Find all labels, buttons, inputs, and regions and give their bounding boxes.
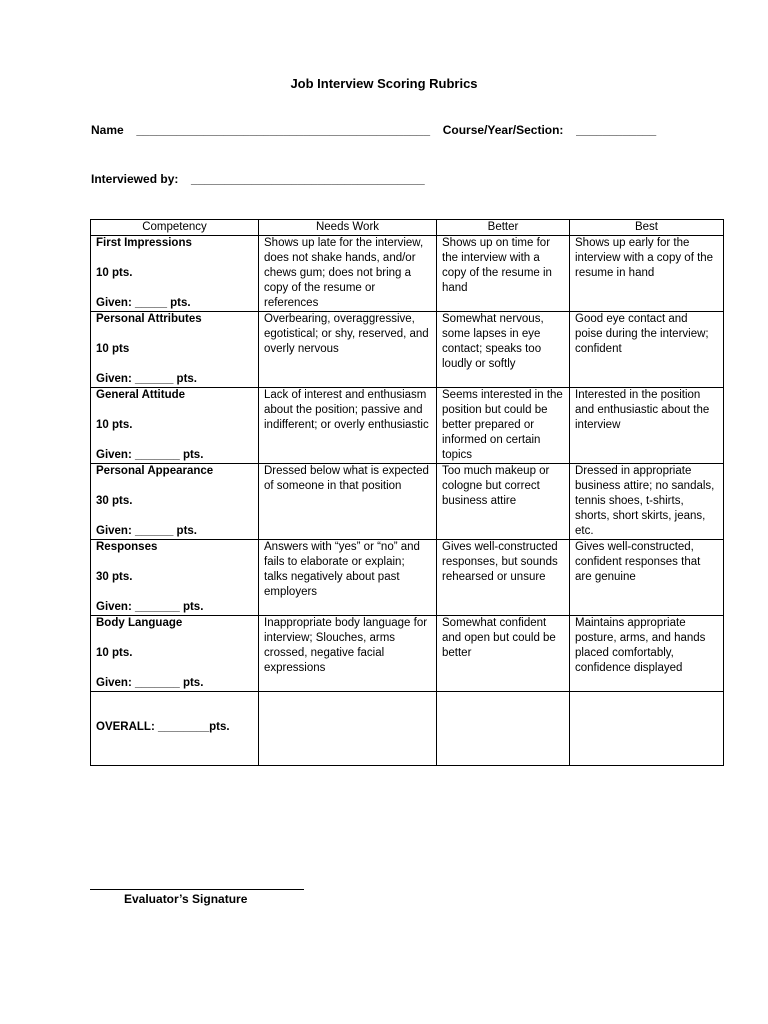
table-header-row [91, 220, 724, 236]
table-row [91, 616, 724, 692]
name-field-row [91, 123, 656, 137]
better-cell: Seems interested in the position but could be better prepared or informed on certain topics [437, 388, 570, 464]
overall-row [91, 692, 724, 766]
competency-name: Personal Appearance [96, 465, 214, 477]
header-competency: Competency [91, 220, 259, 236]
competency-cell [91, 616, 259, 692]
best-cell: Good eye contact and poise during the interview; confident [570, 312, 724, 388]
competency-name: Body Language [96, 617, 183, 629]
name-blank[interactable]: ____________________________________________ [136, 123, 431, 137]
needs-work-cell: Overbearing, overaggressive, egotistical; or shy, reserved, and overly nervous [259, 312, 437, 388]
best-cell: Dressed in appropriate business attire; no sandals, tennis shoes, t-shirts, shorts, short skirts, jeans, etc. [570, 464, 724, 540]
header-better: Better [437, 220, 570, 236]
competency-cell [91, 312, 259, 388]
competency-points: 30 pts. [96, 571, 133, 583]
competency-points: 10 pts [96, 343, 130, 355]
better-cell: Shows up on time for the interview with a copy of the resume in hand [437, 236, 570, 312]
table-row [91, 540, 724, 616]
rubric-table [90, 219, 724, 766]
name-label: Name [91, 123, 124, 137]
best-cell: Maintains appropriate posture, arms, and hands placed comfortably, confidence displayed [570, 616, 724, 692]
better-cell: Gives well-constructed responses, but sounds rehearsed or unsure [437, 540, 570, 616]
better-cell: Too much makeup or cologne but correct business attire [437, 464, 570, 540]
table-row [91, 388, 724, 464]
overall-empty-cell [570, 692, 724, 766]
best-cell: Gives well-constructed, confident responses that are genuine [570, 540, 724, 616]
competency-points: 30 pts. [96, 495, 133, 507]
course-blank[interactable]: ____________ [576, 123, 657, 137]
needs-work-cell: Dressed below what is expected of someone in that position [259, 464, 437, 540]
best-cell: Shows up early for the interview with a copy of the resume in hand [570, 236, 724, 312]
competency-name: General Attitude [96, 389, 186, 401]
table-row [91, 236, 724, 312]
table-row [91, 464, 724, 540]
competency-cell [91, 388, 259, 464]
needs-work-cell: Shows up late for the interview, does not shake hands, and/or chews gum; does not bring a copy of the resume or references [259, 236, 437, 312]
signature-block [90, 879, 304, 906]
competency-given[interactable]: Given: _______ pts. [96, 677, 204, 689]
overall-score[interactable]: OVERALL: ________pts. [91, 692, 259, 766]
competency-name: Personal Attributes [96, 313, 202, 325]
needs-work-cell: Answers with “yes” or “no” and fails to elaborate or explain; talks negatively about past employers [259, 540, 437, 616]
header-best: Best [570, 220, 724, 236]
competency-cell [91, 236, 259, 312]
competency-points: 10 pts. [96, 647, 133, 659]
better-cell: Somewhat confident and open but could be better [437, 616, 570, 692]
competency-given[interactable]: Given: ______ pts. [96, 525, 197, 537]
competency-given[interactable]: Given: _______ pts. [96, 449, 204, 461]
signature-label: Evaluator’s Signature [124, 892, 248, 906]
needs-work-cell: Lack of interest and enthusiasm about the position; passive and indifferent; or overly enthusiastic [259, 388, 437, 464]
interviewer-field-row [91, 172, 425, 186]
competency-cell [91, 464, 259, 540]
interviewed-by-blank[interactable]: ___________________________________ [191, 172, 425, 186]
competency-name: Responses [96, 541, 158, 553]
best-cell: Interested in the position and enthusiastic about the interview [570, 388, 724, 464]
better-cell: Somewhat nervous, some lapses in eye contact; speaks too loudly or softly [437, 312, 570, 388]
competency-name: First Impressions [96, 237, 192, 249]
needs-work-cell: Inappropriate body language for interview; Slouches, arms crossed, negative facial expressions [259, 616, 437, 692]
competency-points: 10 pts. [96, 419, 133, 431]
competency-given[interactable]: Given: ______ pts. [96, 373, 197, 385]
interviewed-by-label: Interviewed by: [91, 172, 179, 186]
table-row [91, 312, 724, 388]
competency-cell [91, 540, 259, 616]
header-needs-work: Needs Work [259, 220, 437, 236]
overall-empty-cell [259, 692, 437, 766]
competency-given[interactable]: Given: _____ pts. [96, 297, 191, 309]
competency-points: 10 pts. [96, 267, 133, 279]
competency-given[interactable]: Given: _______ pts. [96, 601, 204, 613]
page-title: Job Interview Scoring Rubrics [290, 76, 478, 91]
course-label: Course/Year/Section: [442, 123, 564, 137]
signature-line[interactable] [90, 879, 304, 890]
overall-empty-cell [437, 692, 570, 766]
